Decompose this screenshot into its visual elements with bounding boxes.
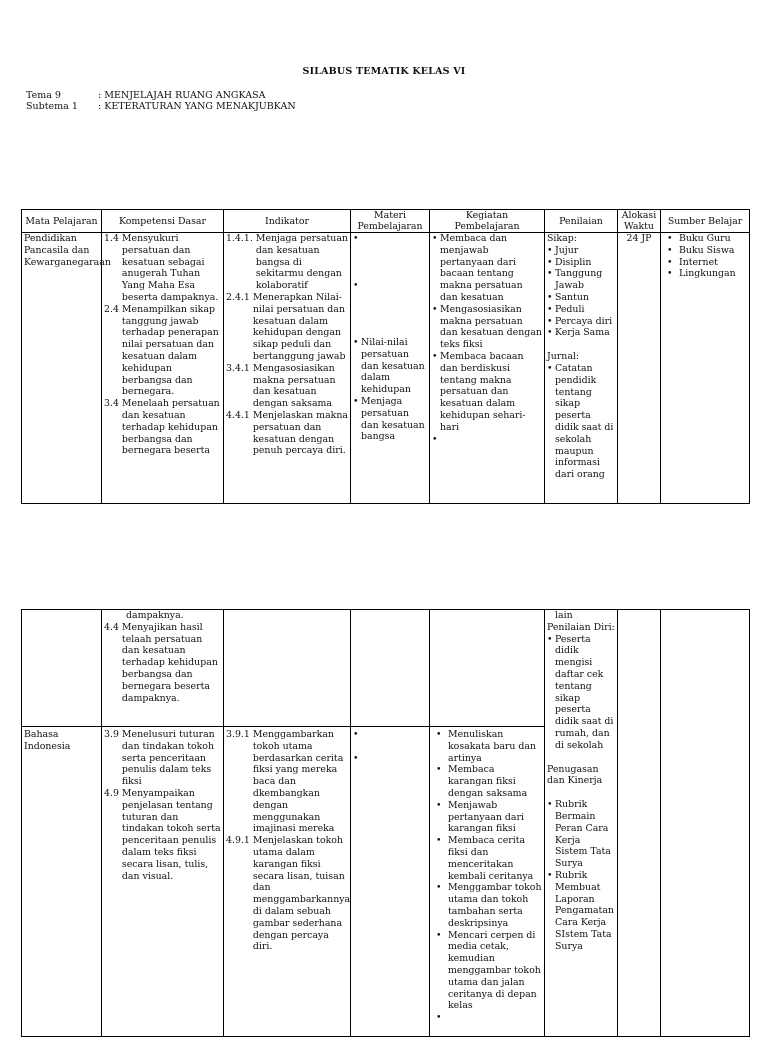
cell-kd	[102, 610, 224, 727]
cell-kd	[102, 233, 224, 504]
list-item: 3.9 Menelusuri tuturan dan tindakan tokoh serta penceritaan penulis dalam teks fiksi	[104, 729, 215, 788]
table-row-ppkn-cont	[22, 610, 750, 727]
cell-alokasi: 24 JP	[618, 233, 661, 504]
meta-key: Subtema 1	[26, 101, 78, 112]
cell-sumber	[661, 610, 750, 1037]
meta-tema	[26, 90, 265, 101]
header-penilaian: Penilaian	[545, 210, 618, 233]
cell-mapel: Bahasa Indonesia	[22, 727, 102, 1037]
list-item: 3.4 Menelaah persatuan dan kesatuan terhadap kehidupan berbangsa dan bernegara beserta	[104, 398, 220, 457]
list-item: • Kerja Sama	[547, 327, 615, 339]
meta-value: : MENJELAJAH RUANG ANGKASA	[98, 90, 266, 101]
list-item: • Jujur	[547, 245, 615, 257]
list-item: • Catatan pendidik tentang sikap peserta didik saat di sekolah maupun informasi dari orang	[547, 363, 615, 481]
list-item: • Rubrik Bermain Peran Cara Kerja Sistem Tata Surya	[547, 799, 615, 870]
meta-key: Tema 9	[26, 90, 61, 101]
list-item	[432, 434, 542, 446]
header-materi: Materi Pembelajaran	[351, 210, 430, 233]
header-kegiatan: Kegiatan Pembelajaran	[430, 210, 545, 233]
cell-mapel	[22, 610, 102, 727]
table-row-ppkn	[22, 233, 750, 504]
cell-penilaian	[545, 610, 618, 1037]
list-item: • Peserta didik mengisi daftar cek tentang sikap peserta didik saat di rumah, dan di sekolah	[547, 634, 615, 752]
list-item: • Membaca cerita fiksi dan menceritakan kembali ceritanya	[436, 835, 542, 882]
list-item: • Nilai-nilai persatuan dan kesatuan dalam kehidupan	[353, 337, 427, 396]
header-mapel: Mata Pelajaran	[22, 210, 102, 233]
list-item: • Santun	[547, 292, 615, 304]
jurnal-label: Jurnal:	[547, 351, 580, 363]
cell-sumber	[661, 233, 750, 504]
header-kd: Kompetensi Dasar	[102, 210, 224, 233]
cell-indikator	[224, 233, 351, 504]
list-item: • Menuliskan kosakata baru dan artinya	[436, 729, 542, 764]
list-item: • Menggambar tokoh utama dan tokoh tambahan serta deskripsinya	[436, 882, 542, 929]
cell-kegiatan	[430, 610, 545, 727]
header-row	[22, 210, 750, 233]
list-item: • Mengasosiasikan makna persatuan dan kesatuan dengan teks fiksi	[432, 304, 542, 351]
meta-value: : KETERATURAN YANG MENAKJUBKAN	[98, 101, 296, 112]
diri-label: Penilaian Diri:	[547, 621, 615, 633]
list-item: • Buku Guru	[667, 233, 747, 245]
cell-kegiatan	[430, 233, 545, 504]
meta-subtema	[26, 101, 296, 112]
list-item: • Percaya diri	[547, 316, 615, 328]
list-item: 2.4 Menampilkan sikap tanggung jawab terhadap penerapan nilai persatuan dan kesatuan dalam kehidupan berbangsa dan bernegara.	[104, 303, 219, 398]
list-item: • Membaca karangan fiksi dengan saksama	[436, 764, 542, 799]
list-item	[353, 233, 427, 280]
cell-mapel: Pendidikan Pancasila dan Kewarganegaraan	[22, 233, 102, 504]
list-item: • Membaca dan menjawab pertanyaan dari bacaan tentang makna persatuan dan kesatuan	[432, 233, 542, 304]
tugas-label: Penugasan dan Kinerja	[547, 763, 603, 787]
cell-indikator	[224, 610, 351, 727]
list-item: • Buku Siswa	[667, 245, 747, 257]
cell-kd	[102, 727, 224, 1037]
list-item: 4.9 Menyampaikan penjelasan tentang tuturan dan tindakan tokoh serta penceritaan penulis dalam teks fiksi secara lisan, tulis, dan visual.	[104, 787, 221, 882]
syllabus-table-part1	[21, 209, 750, 504]
list-item: 1.4 Mensyukuri persatuan dan kesatuan sebagai anugerah Tuhan Yang Maha Esa beserta dampaknya.	[104, 233, 219, 303]
list-item: • Membaca bacaan dan berdiskusi tentang makna persatuan dan kesatuan dalam kehidupan sehari-hari	[432, 351, 542, 434]
header-sumber: Sumber Belajar	[661, 210, 750, 233]
list-item: • Menjawab pertanyaan dari karangan fiksi	[436, 800, 542, 835]
sikap-label: Sikap:	[547, 233, 577, 244]
cell-penilaian	[545, 233, 618, 504]
cell-materi	[351, 610, 430, 727]
kd-continuation: dampaknya.	[126, 610, 184, 621]
header-indikator: Indikator	[224, 210, 351, 233]
document-title: SILABUS TEMATIK KELAS VI	[302, 66, 466, 77]
cell-materi	[351, 727, 430, 1037]
list-item: • Menjaga persatuan dan kesatuan bangsa	[353, 396, 427, 443]
list-item: 4.9.1 Menjelaskan tokoh utama dalam karangan fiksi secara lisan, tuisan dan menggambarkannya di dalam sebuah gambar sederhana dengan percaya diri.	[226, 835, 351, 953]
list-item: 4.4.1 Menjelaskan makna persatuan dan kesatuan dengan penuh percaya diri.	[226, 409, 348, 457]
list-item: 4.4 Menyajikan hasil telaah persatuan dan kesatuan terhadap kehidupan berbangsa dan bernegara beserta dampaknya.	[104, 621, 218, 704]
list-item: • Lingkungan	[667, 268, 747, 280]
list-item: • Rubrik Membuat Laporan Pengamatan Cara Kerja SIstem Tata Surya	[547, 870, 615, 953]
list-item: 3.9.1 Menggambarkan tokoh utama berdasarkan cerita fiksi yang mereka baca dan dkembangkan dengan menggunakan imajinasi mereka	[226, 729, 344, 835]
list-item: • Tanggung Jawab	[547, 268, 615, 292]
list-item	[353, 729, 427, 753]
list-item: 1.4.1. Menjaga persatuan dan kesatuan bangsa di sekitarmu dengan kolaboratif	[226, 233, 348, 292]
penilaian-continuation: lain	[555, 610, 573, 621]
cell-materi	[351, 233, 430, 504]
list-item: 3.4.1 Mengasosiasikan makna persatuan dan kesatuan dengan saksama	[226, 362, 336, 410]
list-item	[436, 1012, 542, 1024]
list-item: • Peduli	[547, 304, 615, 316]
list-item	[353, 753, 427, 765]
list-item: • Disiplin	[547, 257, 615, 269]
list-item: • Internet	[667, 257, 747, 269]
list-item: • Mencari cerpen di media cetak, kemudian menggambar tokoh utama dan jalan ceritanya di depan kelas	[436, 930, 542, 1013]
syllabus-table-part2	[21, 609, 750, 1037]
cell-kegiatan	[430, 727, 545, 1037]
header-alokasi: Alokasi Waktu	[618, 210, 661, 233]
cell-indikator	[224, 727, 351, 1037]
cell-alokasi	[618, 610, 661, 1037]
list-item: 2.4.1 Menerapkan Nilai-nilai persatuan dan kesatuan dalam kehidupan dengan sikap peduli dan bertanggung jawab	[226, 291, 346, 362]
list-item	[353, 280, 427, 337]
